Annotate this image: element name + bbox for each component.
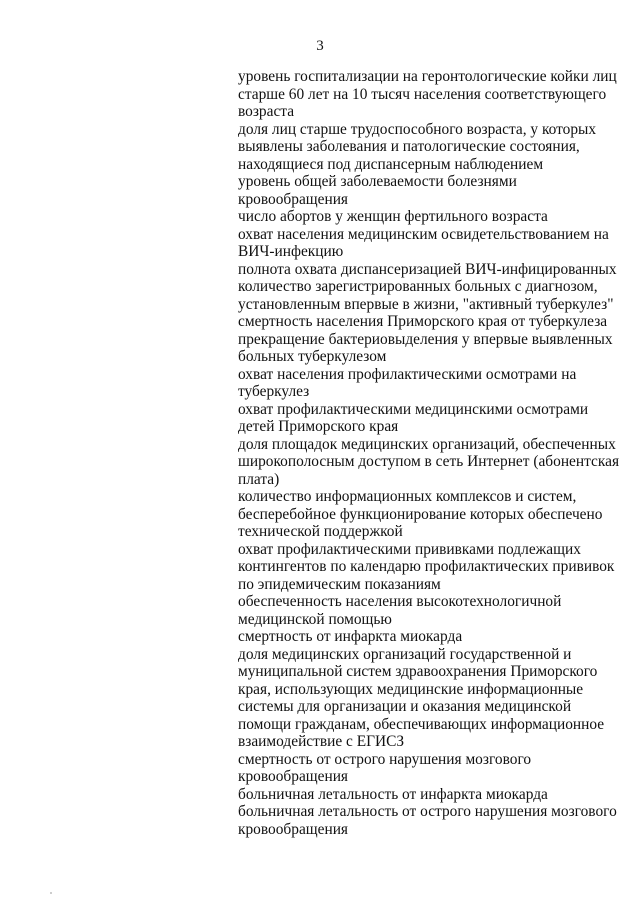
indicator-item (238, 593, 623, 628)
indicator-item (238, 751, 623, 786)
indicator-text-line: ВИЧ-инфекцию (238, 243, 344, 260)
indicator-item (238, 541, 623, 594)
indicator-item (238, 401, 623, 436)
indicator-text-line: старше 60 лет на 10 тысяч населения соответствующего (238, 85, 607, 103)
indicator-text-line: смертность от острого нарушения мозгового (238, 750, 532, 768)
indicator-item (238, 313, 623, 331)
indicator-text-line: контингентов по календарю профилактических прививок (238, 558, 615, 575)
indicator-text-line: кровообращения (238, 820, 349, 838)
indicator-text-line: широкополосным доступом в сеть Интернет (абонентская (238, 453, 620, 470)
indicator-text-line: охват населения профилактическими осмотрами на (238, 365, 577, 383)
indicator-item (238, 68, 623, 121)
indicator-text-line: установленным впервые в жизни, "активный туберкулез" (238, 295, 614, 313)
indicator-text-line: количество зарегистрированных больных с диагнозом, (238, 278, 598, 295)
indicator-text-line: больных туберкулезом (238, 348, 387, 365)
indicator-text-line: полнота охвата диспансеризацией ВИЧ-инфицированных (238, 260, 617, 278)
indicator-text-line: кровообращения (238, 190, 349, 208)
indicator-item (238, 121, 623, 174)
page-number: 3 (316, 38, 324, 54)
indicator-text-line: плата) (238, 470, 280, 488)
indicator-text-line: края, использующих медицинские информационные (238, 680, 584, 698)
indicator-text-line: по эпидемическим показаниям (238, 575, 441, 593)
indicator-item (238, 646, 623, 751)
indicator-item (238, 786, 623, 804)
indicator-item (238, 628, 623, 646)
indicator-item (238, 436, 623, 489)
indicator-item (238, 261, 623, 279)
indicator-item (238, 208, 623, 226)
indicator-text-line: прекращение бактериовыделения у впервые выявленных (238, 330, 613, 348)
indicator-item (238, 366, 623, 401)
indicator-text-line: кровообращения (238, 768, 349, 785)
indicator-text-line: помощи гражданам, обеспечивающих информационное (238, 715, 605, 733)
indicator-text-line: технической поддержкой (238, 523, 403, 540)
indicator-text-line: смертность от инфаркта миокарда (238, 628, 463, 645)
indicator-text-line: взаимодействие с ЕГИСЗ (238, 733, 405, 750)
indicator-text-line: доля медицинских организаций государственной и (238, 645, 572, 663)
indicator-text-line: больничная летальность от острого нарушения мозгового (238, 803, 617, 820)
indicator-text-line: количество информационных комплексов и систем, (238, 488, 577, 505)
indicator-item (238, 173, 623, 208)
indicator-text-line: возраста (238, 103, 295, 120)
indicator-text-line: медицинской помощью (238, 610, 392, 628)
indicator-text-line: охват населения медицинским освидетельствованием на (238, 225, 609, 243)
indicator-text-line: уровень общей заболеваемости болезнями (238, 173, 517, 190)
indicator-item (238, 226, 623, 261)
indicator-text-line: больничная летальность от инфаркта миокарда (238, 785, 548, 803)
indicator-text-line: число абортов у женщин фертильного возраста (238, 208, 548, 225)
indicator-text-line: бесперебойное функционирование которых обеспечено (238, 505, 603, 523)
indicator-item (238, 488, 623, 541)
indicator-text-line: доля площадок медицинских организаций, обеспеченных (238, 435, 616, 453)
indicator-item (238, 331, 623, 366)
indicator-text-line: смертность населения Приморского края от туберкулеза (238, 313, 608, 330)
indicator-text-line: охват профилактическими прививками подлежащих (238, 540, 581, 558)
scan-artifact (50, 892, 52, 894)
indicator-item (238, 803, 623, 838)
indicator-text-line: уровень госпитализации на геронтологические койки лиц (238, 68, 617, 85)
indicator-text-line: системы для организации и оказания медицинской (238, 698, 572, 715)
indicator-text-line: доля лиц старше трудоспособного возраста, у которых (238, 120, 597, 138)
indicator-list (238, 68, 623, 838)
indicator-item (238, 278, 623, 313)
indicator-text-line: муниципальной систем здравоохранения Приморского (238, 663, 598, 680)
indicator-text-line: обеспеченность населения высокотехнологичной (238, 593, 562, 610)
indicator-text-line: туберкулез (238, 383, 310, 400)
indicator-text-line: детей Приморского края (238, 418, 399, 435)
indicator-text-line: находящиеся под диспансерным наблюдением (238, 155, 544, 173)
indicator-text-line: выявлены заболевания и патологические состояния, (238, 138, 580, 155)
indicator-text-line: охват профилактическими медицинскими осмотрами (238, 400, 589, 418)
